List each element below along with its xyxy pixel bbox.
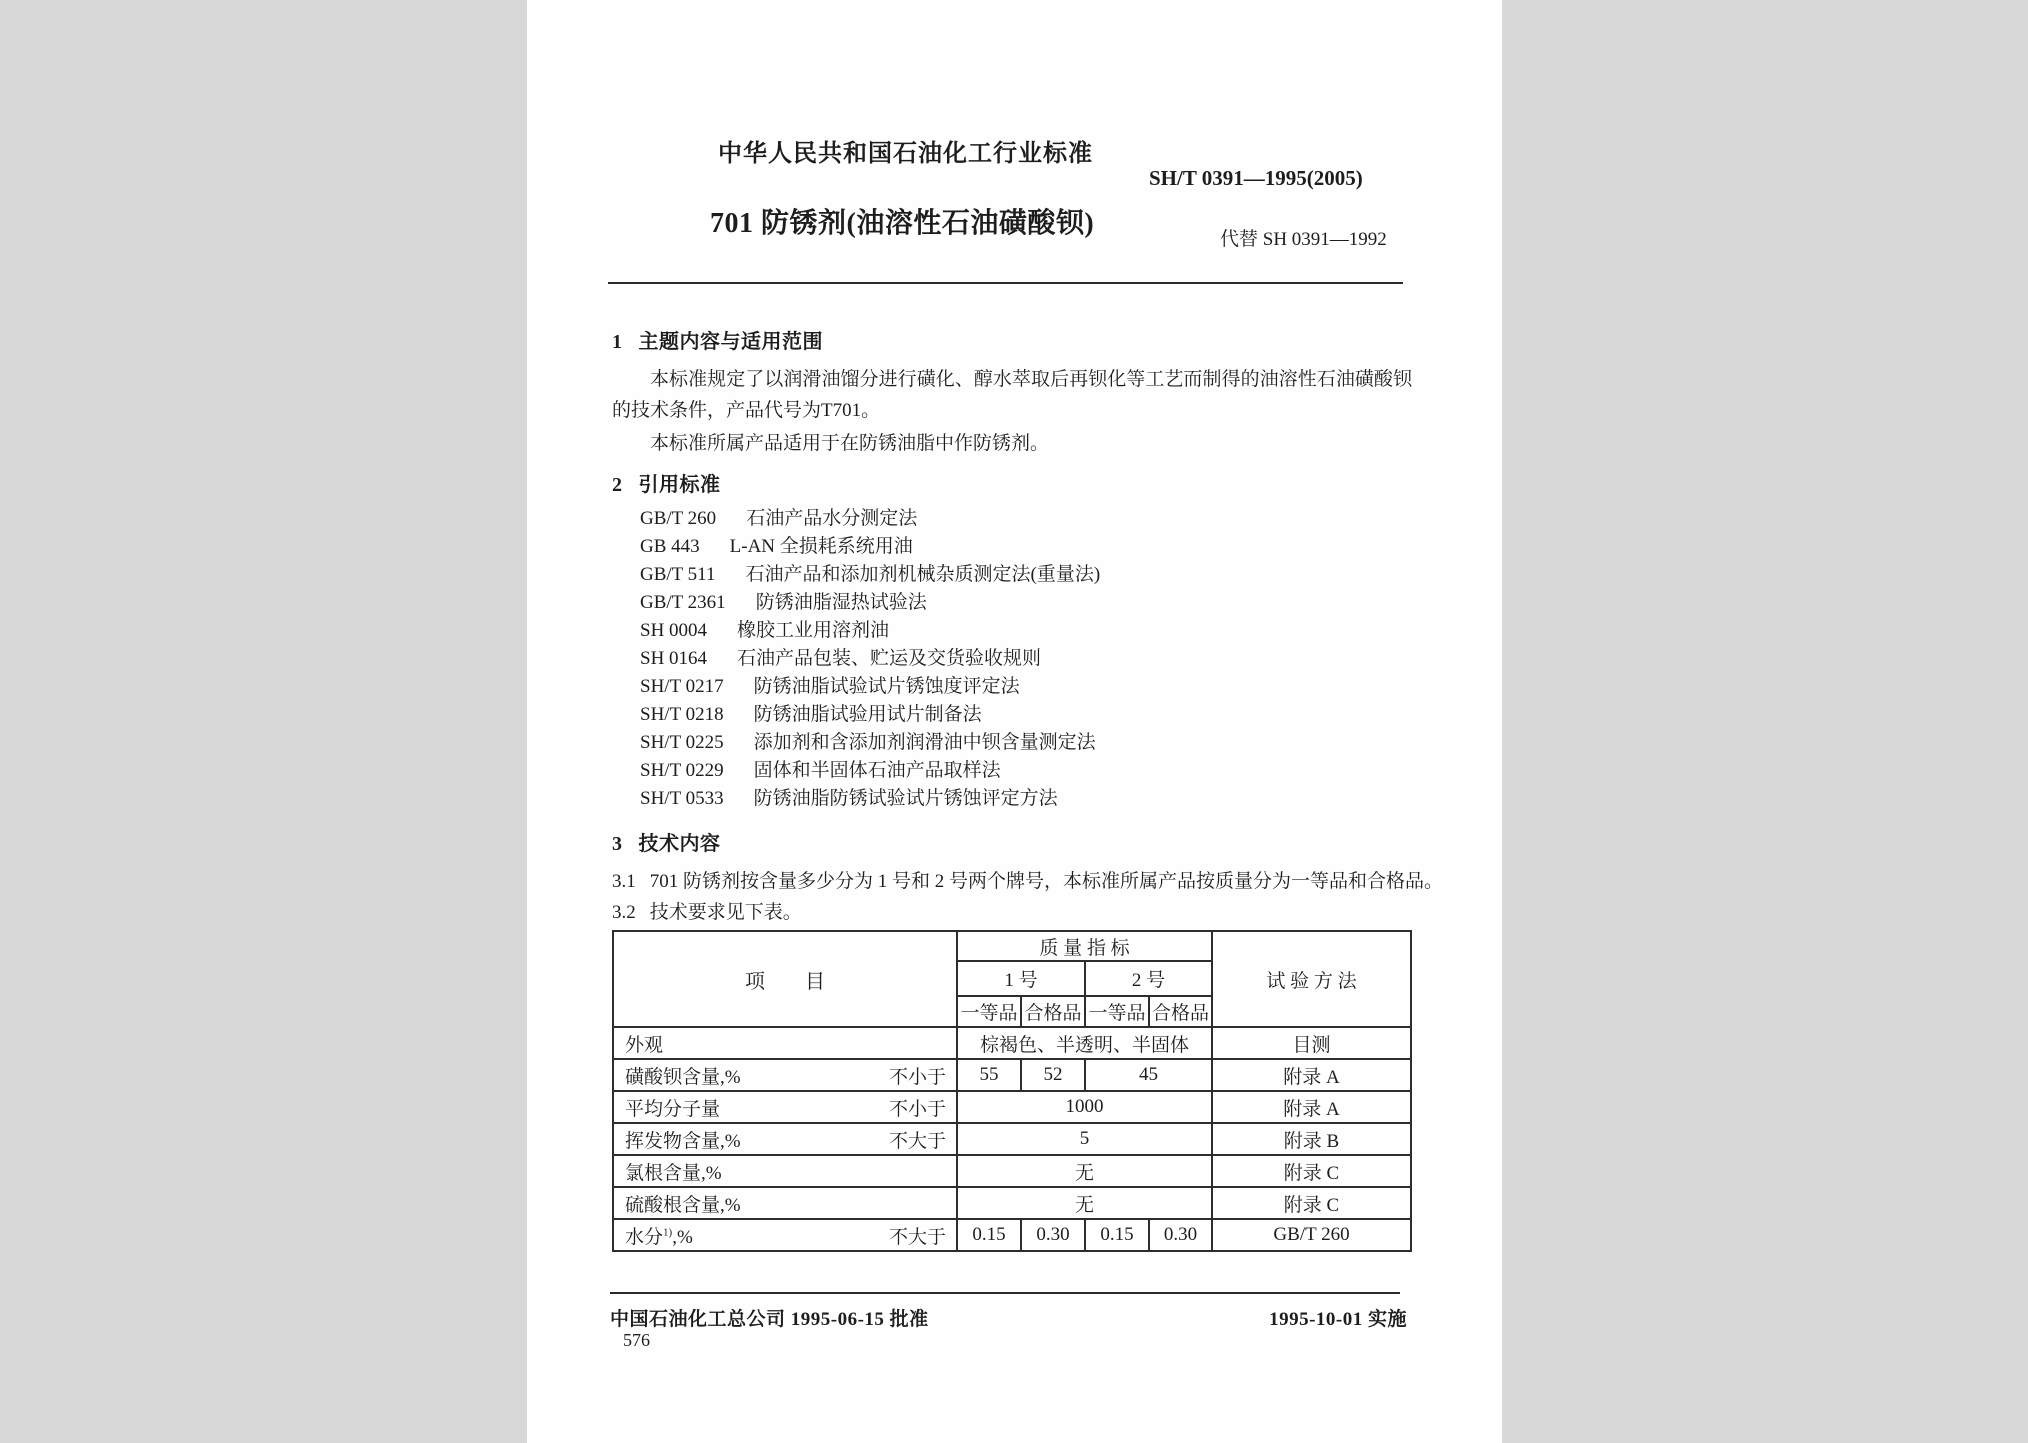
reference-title: L-AN 全损耗系统用油: [729, 536, 913, 557]
row-label-cell: [613, 1123, 957, 1155]
section-1-paragraph-2: 本标准所属产品适用于在防锈油脂中作防锈剂。: [650, 433, 1050, 454]
row-value-3: 0.15: [1085, 1219, 1149, 1251]
row-method: 附录 A: [1212, 1059, 1411, 1091]
reference-code: SH/T 0533: [640, 788, 724, 809]
table-row-chloride: [613, 1155, 1411, 1187]
row-value-1: 0.15: [957, 1219, 1021, 1251]
row-method: 附录 C: [1212, 1187, 1411, 1219]
section-2-heading: [612, 468, 721, 497]
reference-title: 橡胶工业用溶剂油: [737, 620, 890, 641]
section-1-title: 主题内容与适用范围: [638, 331, 823, 353]
row-value: 棕褐色、半透明、半固体: [957, 1027, 1212, 1059]
row-label: 磺酸钡含量,%: [625, 1066, 741, 1088]
reference-item: [640, 673, 1412, 701]
reference-code: SH/T 0217: [640, 676, 724, 697]
row-value: 无: [957, 1187, 1212, 1219]
standard-number: SH/T 0391—1995(2005): [1149, 166, 1363, 190]
reference-title: 防锈油脂试验试片锈蚀度评定法: [753, 676, 1020, 697]
row-label-cell: [613, 1059, 957, 1091]
reference-item: [640, 785, 1412, 813]
col-header-qualified-2: 合格品: [1149, 996, 1212, 1027]
reference-title: 防锈油脂湿热试验法: [755, 592, 927, 613]
standard-class-heading: 中华人民共和国石油化工行业标准: [718, 141, 1093, 167]
row-value-2: 52: [1021, 1059, 1085, 1091]
row-method: 附录 C: [1212, 1155, 1411, 1187]
row-method: GB/T 260: [1212, 1219, 1411, 1251]
col-header-item: 项 目: [613, 931, 957, 1027]
row-label: 挥发物含量,%: [625, 1130, 741, 1152]
reference-title: 防锈油脂试验用试片制备法: [753, 704, 982, 725]
clause-3-1-number: 3.1: [612, 871, 636, 892]
table-row-appearance: [613, 1027, 1411, 1059]
header-rule: [608, 282, 1403, 284]
col-header-grade-1: 1 号: [957, 961, 1085, 996]
reference-item: [640, 589, 1412, 617]
col-header-grade-2: 2 号: [1085, 961, 1212, 996]
reference-list: [640, 505, 1412, 813]
row-label-cell: [613, 1091, 957, 1123]
section-3-number: 3: [612, 833, 623, 855]
section-3-title: 技术内容: [638, 833, 721, 855]
reference-code: SH/T 0218: [640, 704, 724, 725]
page-number: 576: [623, 1330, 650, 1350]
clause-3-1-text: 701 防锈剂按含量多少分为 1 号和 2 号两个牌号，本标准所属产品按质量分为一等品和合格品。: [649, 871, 1444, 892]
footer-rule: [610, 1292, 1400, 1294]
reference-title: 石油产品水分测定法: [746, 508, 918, 529]
reference-code: GB/T 2361: [640, 592, 726, 613]
reference-code: GB/T 511: [640, 564, 716, 585]
col-header-first-grade-2: 一等品: [1085, 996, 1149, 1027]
row-constraint: 不小于: [888, 1098, 946, 1120]
table-row-barium-sulfonate: [613, 1059, 1411, 1091]
replaces-note: 代替 SH 0391—1992: [1220, 229, 1387, 250]
row-method: 目测: [1212, 1027, 1411, 1059]
row-label: 平均分子量: [625, 1098, 721, 1120]
reference-item: [640, 561, 1412, 589]
row-label: 外观: [625, 1034, 664, 1056]
reference-title: 添加剂和含添加剂润滑油中钡含量测定法: [753, 732, 1096, 753]
footnote-marker: 1): [663, 1226, 673, 1239]
reference-title: 固体和半固体石油产品取样法: [753, 760, 1001, 781]
row-value-4: 0.30: [1149, 1219, 1212, 1251]
table-header-row-quality: [613, 931, 1411, 961]
reference-item: [640, 505, 1412, 533]
row-value: 5: [957, 1123, 1212, 1155]
row-constraint: 不大于: [888, 1226, 946, 1248]
reference-item: [640, 729, 1412, 757]
reference-title: 防锈油脂防锈试验试片锈蚀评定方法: [753, 788, 1058, 809]
reference-code: SH/T 0225: [640, 732, 724, 753]
implementation-note: 1995-10-01 实施: [1269, 1309, 1407, 1330]
section-3-heading: [612, 827, 721, 856]
reference-item: [640, 701, 1412, 729]
section-2-number: 2: [612, 474, 623, 496]
table-row-sulfate: [613, 1187, 1411, 1219]
reference-code: GB 443: [640, 536, 700, 557]
clause-3-2-number: 3.2: [612, 902, 636, 923]
document-page: [527, 0, 1502, 1443]
row-method: 附录 B: [1212, 1123, 1411, 1155]
section-1-heading: [612, 325, 823, 354]
table-row-molecular-weight: [613, 1091, 1411, 1123]
document-title: 701 防锈剂(油溶性石油磺酸钡): [710, 208, 1095, 239]
reference-item: [640, 645, 1412, 673]
row-value: 无: [957, 1155, 1212, 1187]
row-value-2: 0.30: [1021, 1219, 1085, 1251]
row-value: 1000: [957, 1091, 1212, 1123]
table-row-water: [613, 1219, 1411, 1251]
clause-3-2-text: 技术要求见下表。: [649, 902, 802, 923]
reference-item: [640, 533, 1412, 561]
col-header-first-grade-1: 一等品: [957, 996, 1021, 1027]
row-value-1: 55: [957, 1059, 1021, 1091]
row-label: 水分$^{1)}$,%: [625, 1226, 693, 1248]
spec-table-container: [612, 930, 1412, 1252]
col-header-test-method: 试 验 方 法: [1212, 931, 1411, 1027]
reference-code: SH 0164: [640, 648, 708, 669]
clause-3-2: [612, 897, 1422, 924]
row-label-cell: [613, 1155, 957, 1187]
reference-code: SH/T 0229: [640, 760, 724, 781]
row-label: 氯根含量,%: [625, 1162, 722, 1184]
row-method: 附录 A: [1212, 1091, 1411, 1123]
row-label-cell: [613, 1027, 957, 1059]
row-constraint: 不大于: [888, 1130, 946, 1152]
row-label: 硫酸根含量,%: [625, 1194, 741, 1216]
reference-code: GB/T 260: [640, 508, 717, 529]
reference-title: 石油产品包装、贮运及交货验收规则: [737, 648, 1042, 669]
col-header-quality-index: 质 量 指 标: [957, 931, 1212, 961]
row-label-cell: [613, 1187, 957, 1219]
clause-3-1: [612, 866, 1444, 893]
reference-code: SH 0004: [640, 620, 708, 641]
row-value-3: 45: [1085, 1059, 1212, 1091]
section-1-number: 1: [612, 331, 623, 353]
section-1-paragraph-1: 本标准规定了以润滑油馏分进行磺化、醇水萃取后再钡化等工艺而制得的油溶性石油磺酸钡的技术条件，产品代号为T701。: [612, 369, 1412, 421]
reference-item: [640, 617, 1412, 645]
technical-requirements-table: [612, 930, 1412, 1252]
reference-title: 石油产品和添加剂机械杂质测定法(重量法): [745, 564, 1101, 585]
reference-item: [640, 757, 1412, 785]
row-label-cell: [613, 1219, 957, 1251]
table-row-volatiles: [613, 1123, 1411, 1155]
row-constraint: 不小于: [888, 1066, 946, 1088]
approval-note: 中国石油化工总公司 1995-06-15 批准: [610, 1309, 929, 1330]
col-header-qualified-1: 合格品: [1021, 996, 1085, 1027]
section-2-title: 引用标准: [638, 474, 721, 496]
